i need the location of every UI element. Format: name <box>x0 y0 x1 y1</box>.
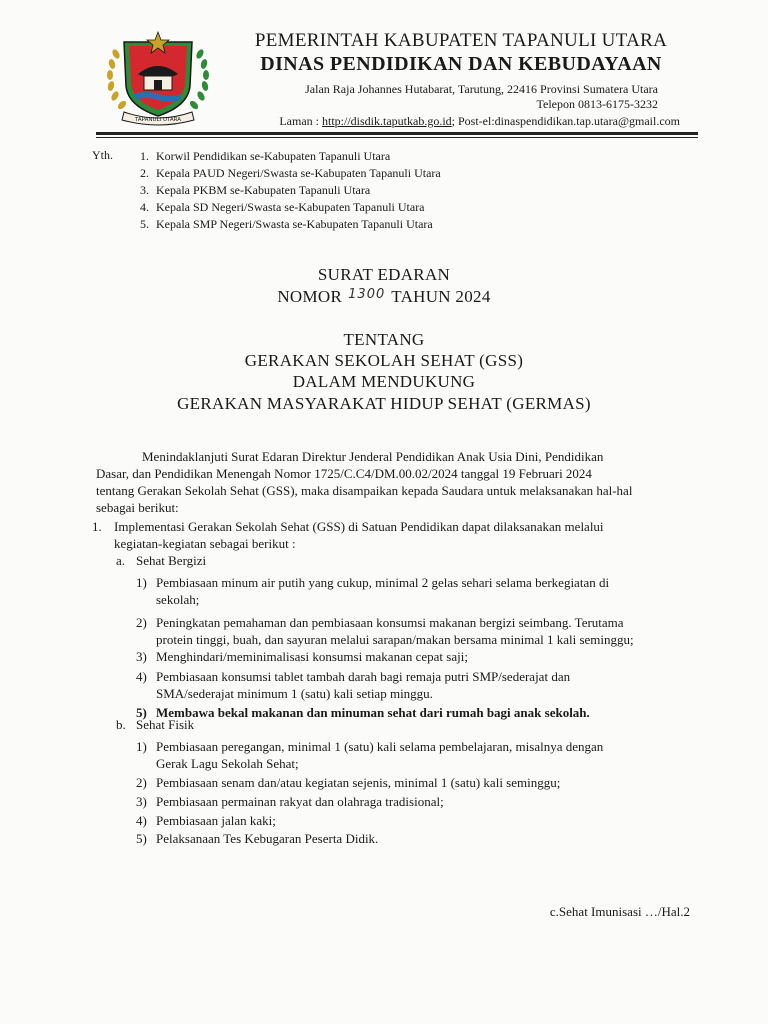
sublist-letter: a. <box>116 553 126 568</box>
letterhead-thick-rule <box>96 132 698 135</box>
sublist-item-text: Pembiasaan minum air putih yang cukup, minimal 2 gelas sehari selama berkegiatan di <box>156 575 610 590</box>
recipient-item: 1. Korwil Pendidikan se-Kabupaten Tapanuli Utara <box>140 149 391 163</box>
sublist-number: 2) <box>136 775 147 790</box>
government-name: PEMERINTAH KABUPATEN TAPANULI UTARA <box>254 30 668 51</box>
agency-contact-line <box>279 114 680 129</box>
sublist-item-text-emphasized: Membawa bekal makanan dan minuman sehat dari rumah bagi anak sekolah. <box>156 705 590 720</box>
recipient-item: 2. Kepala PAUD Negeri/Swasta se-Kabupaten Tapanuli Utara <box>140 166 441 180</box>
document-number-line: NOMOR 1300 TAHUN 2024 <box>277 287 491 306</box>
agency-address: Jalan Raja Johannes Hutabarat, Tarutung, 22416 Provinsi Sumatera Utara <box>305 82 658 96</box>
agency-phone: Telepon 0813-6175-3232 <box>536 97 658 111</box>
sublist-item-text: Pembiasaan konsumsi tablet tambah darah bagi remaja putri SMP/sederajat dan <box>156 669 571 684</box>
list-item-text: Implementasi Gerakan Sekolah Sehat (GSS) di Satuan Pendidikan dapat dilaksanakan melalui <box>114 519 604 534</box>
website-label: Laman : <box>279 114 319 128</box>
sublist-number: 5) <box>136 705 147 720</box>
sublist-item-text: Menghindari/meminimalisasi konsumsi makanan cepat saji; <box>156 649 468 664</box>
sublist-number: 1) <box>136 739 147 754</box>
sublist-number: 3) <box>136 794 147 809</box>
subject-line-3: GERAKAN MASYARAKAT HIDUP SEHAT (GERMAS) <box>177 394 591 413</box>
subject-line-2: DALAM MENDUKUNG <box>292 372 476 391</box>
sublist-item-text: sekolah; <box>156 592 200 607</box>
website-link[interactable]: http://disdik.taputkab.go.id <box>321 114 452 128</box>
intro-paragraph: Menindaklanjuti Surat Edaran Direktur Jenderal Pendidikan Anak Usia Dini, Pendidikan Dasar, dan Pendidikan Menengah Nomor 1725/C.C4/DM.00.02/2024 tanggal 19 Februari 2024 tentang Gerakan Sekolah Sehat (GSS), maka disampaikan kepada Saudara untuk melaksanakan hal-hal sebagai berikut: <box>96 449 633 515</box>
letterhead-heading <box>226 30 696 76</box>
sublist-item-text: protein tinggi, buah, dan sayuran melalui sarapan/makan bersama minimal 1 kali seminggu; <box>156 632 634 647</box>
sublist-item-text: Peningkatan pemahaman dan pembiasaan konsumsi makanan bergizi seimbang. Terutama <box>156 615 624 630</box>
handwritten-number: 1300 <box>348 287 386 302</box>
sublist-letter: b. <box>116 717 126 732</box>
sublist-item-text: Gerak Lagu Sekolah Sehat; <box>156 756 299 771</box>
sublist-item-text: SMA/sederajat minimum 1 (satu) kali setiap minggu. <box>156 686 433 701</box>
sublist-title: Sehat Bergizi <box>136 553 207 568</box>
subject-heading: TENTANG <box>343 330 425 349</box>
sublist-number: 5) <box>136 831 147 846</box>
recipients-label: Yth. <box>92 148 113 162</box>
sublist-item-text: Pembiasaan peregangan, minimal 1 (satu) kali selama pembelajaran, misalnya dengan <box>156 739 604 754</box>
recipient-item: 5. Kepala SMP Negeri/Swasta se-Kabupaten Tapanuli Utara <box>140 217 433 231</box>
recipient-item: 4. Kepala SD Negeri/Swasta se-Kabupaten Tapanuli Utara <box>140 200 425 214</box>
next-page-reference: c.Sehat Imunisasi …/Hal.2 <box>549 904 690 919</box>
sublist-number: 2) <box>136 615 147 630</box>
sublist-item-text: Pelaksanaan Tes Kebugaran Peserta Didik. <box>156 831 379 846</box>
recipients-list <box>140 148 441 233</box>
email-address: ; Post-el:dinaspendidikan.tap.utara@gmail.com <box>451 114 680 128</box>
sublist-item-text: Pembiasaan permainan rakyat dan olahraga tradisional; <box>156 794 444 809</box>
agency-name: DINAS PENDIDIKAN DAN KEBUDAYAAN <box>260 53 662 75</box>
subject-line-1: GERAKAN SEKOLAH SEHAT (GSS) <box>244 351 524 370</box>
emblem-ribbon-text: TAPANULI UTARA <box>134 117 182 123</box>
list-item-text: kegiatan-kegiatan sebagai berikut : <box>114 536 296 551</box>
document-type-title: SURAT EDARAN <box>317 265 451 284</box>
sublist-item-text: Pembiasaan senam dan/atau kegiatan sejenis, minimal 1 (satu) kali seminggu; <box>156 775 561 790</box>
sublist-number: 3) <box>136 649 147 664</box>
letterhead-thin-rule <box>96 137 698 138</box>
sublist-number: 4) <box>136 813 147 828</box>
sublist-number: 4) <box>136 669 147 684</box>
sublist-item-text: Pembiasaan jalan kaki; <box>156 813 276 828</box>
recipient-item: 3. Kepala PKBM se-Kabupaten Tapanuli Utara <box>140 183 371 197</box>
regency-emblem-logo <box>102 24 214 128</box>
list-number: 1. <box>92 519 102 534</box>
sublist-title: Sehat Fisik <box>136 717 195 732</box>
sublist-number: 1) <box>136 575 147 590</box>
